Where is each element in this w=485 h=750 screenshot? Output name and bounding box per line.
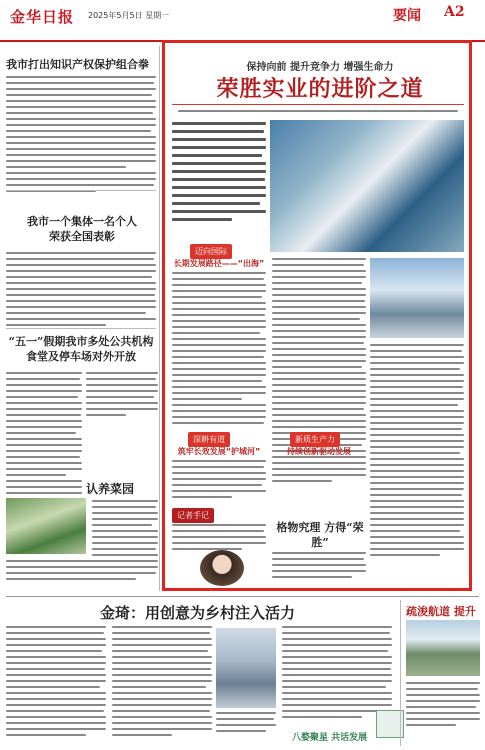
right-bottom-body bbox=[406, 682, 480, 730]
title-rule bbox=[172, 104, 464, 105]
bottom-box-text: 八婺聚星 共话发展 bbox=[292, 733, 368, 743]
article2-body bbox=[6, 252, 156, 330]
feature-col-a2 bbox=[172, 460, 266, 502]
column-rule bbox=[159, 46, 160, 591]
bottom-portrait-photo bbox=[216, 628, 276, 708]
article-title-garden: 认养菜园 bbox=[86, 482, 135, 496]
bottom-col-4 bbox=[282, 626, 392, 722]
page-number: A2 bbox=[444, 4, 465, 20]
garden-body-2 bbox=[6, 560, 156, 584]
bottom-divider bbox=[6, 596, 479, 597]
bottom-col-1 bbox=[6, 626, 106, 740]
newspaper-logo: 金华日报 bbox=[10, 8, 75, 26]
byline bbox=[178, 110, 458, 116]
column-title: 格物究理 方得“荣胜” bbox=[276, 521, 364, 549]
section-tag-deep: 深耕有道 bbox=[188, 432, 230, 447]
reporter-notes-tag: 记者手记 bbox=[172, 508, 214, 523]
column-rule-right bbox=[400, 600, 401, 746]
issue-date: 2025年5月5日 星期一 bbox=[88, 11, 170, 20]
section-subtitle-deep: 筑牢长效发展“护城河” bbox=[177, 447, 261, 456]
feature-intro bbox=[172, 122, 266, 226]
bottom-col-3 bbox=[216, 712, 276, 736]
factory-photo bbox=[270, 120, 464, 252]
article3-title: “五一”假期我市多处公共机构食堂及停车场对外开放 bbox=[8, 335, 154, 363]
section-subtitle-international: 长期发展路径——“出海” bbox=[173, 259, 265, 268]
garden-photo bbox=[6, 498, 86, 554]
feature-title: 荣胜实业的进阶之道 bbox=[216, 76, 424, 102]
article2-title: 我市一个集体一名个人荣获全国表彰 bbox=[27, 215, 137, 243]
column-body bbox=[272, 552, 366, 582]
section-tag-innovation: 新质生产力 bbox=[290, 432, 340, 447]
article3-body-b bbox=[86, 372, 158, 420]
article1-title: 我市打出知识产权保护组合拳 bbox=[6, 58, 149, 71]
right-bottom-title: 疏浚航道 提升 bbox=[406, 605, 476, 618]
section-name: 要闻 bbox=[393, 8, 421, 24]
article1-body bbox=[6, 76, 156, 196]
feature-col-a bbox=[172, 272, 266, 428]
section-subtitle-innovation: 持续创新驱动发展 bbox=[287, 447, 351, 456]
divider bbox=[6, 328, 156, 329]
reporter-portrait bbox=[200, 550, 244, 586]
bottom-headline: 金琦：用创意为乡村注入活力 bbox=[100, 604, 296, 622]
production-photo bbox=[370, 258, 464, 338]
feature-col-c bbox=[370, 344, 464, 560]
divider bbox=[6, 190, 156, 191]
dredging-photo bbox=[406, 620, 480, 676]
feature-kicker: 保持向前 提升竞争力 增强生命力 bbox=[246, 62, 394, 73]
bottom-col-2 bbox=[112, 626, 212, 740]
section-tag-international: 迈向国际 bbox=[190, 244, 232, 259]
